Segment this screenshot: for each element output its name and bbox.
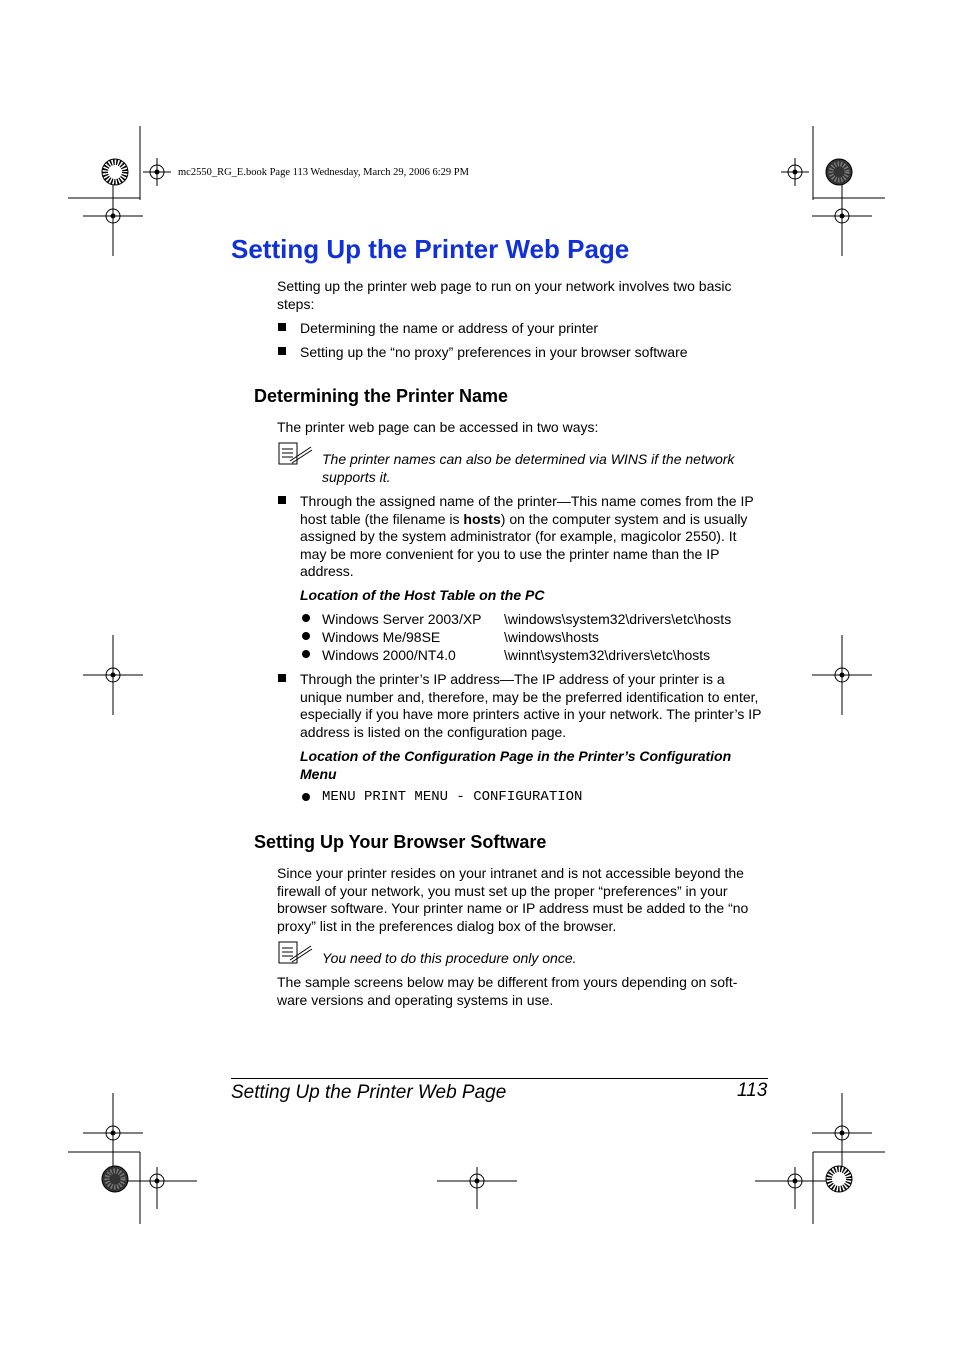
round-bullet-icon bbox=[302, 650, 310, 658]
book-info-line: mc2550_RG_E.book Page 113 Wednesday, March 29, 2006 6:29 PM bbox=[178, 167, 469, 178]
host-table-path: \windows\system32\drivers\etc\hosts bbox=[504, 611, 732, 627]
square-bullet-icon bbox=[278, 674, 286, 682]
page-title: Setting Up the Printer Web Page bbox=[231, 234, 630, 264]
bullet-assigned-name: Through the assigned name of the printer—This name comes from the IP host table (the filename is hosts) on the computer system and is usually assigned by the system administrator (for example, magicolor 2550). It may be more convenient for you to use the printer name than the IP address. bbox=[300, 493, 754, 580]
round-bullet-icon bbox=[302, 614, 310, 622]
note-pencil-icon bbox=[278, 941, 314, 965]
square-bullet-icon bbox=[278, 347, 286, 355]
config-page-heading: Location of the Configuration Page in the Printer’s Configuration Menu bbox=[300, 748, 732, 782]
intro-bullet: Determining the name or address of your printer bbox=[300, 320, 599, 336]
section2-text: Since your printer resides on your intranet and is not accessible beyond the firewall of your network, you must set up the proper “preferences” in your browser software. Your printer name or IP address must be added to the “no proxy” list in the preferences dialog box of the browser. bbox=[277, 865, 749, 934]
intro-bullet: Setting up the “no proxy” preferences in your browser software bbox=[300, 344, 688, 360]
section2-text2: The sample screens below may be different from yours depending on soft-ware versions and operating systems in use. bbox=[277, 974, 738, 1008]
square-bullet-icon bbox=[278, 323, 286, 331]
note-once: You need to do this procedure only once. bbox=[322, 950, 577, 966]
footer-divider bbox=[231, 1078, 768, 1079]
note-pencil-icon bbox=[278, 442, 314, 466]
round-bullet-icon bbox=[302, 632, 310, 640]
page-number: 113 bbox=[737, 1080, 768, 1101]
bullet-ip-address: Through the printer’s IP address—The IP address of your printer is a unique number and, therefore, may be the preferred identification to enter, especially if you have more printers active in your network. The printer’s IP address is listed on the configuration page. bbox=[300, 671, 762, 740]
host-table-heading: Location of the Host Table on the PC bbox=[300, 587, 545, 603]
host-table-os: Windows Server 2003/XP bbox=[322, 611, 482, 627]
section1-text: The printer web page can be accessed in two ways: bbox=[277, 419, 599, 435]
config-menu-path: MENU PRINT MENU - CONFIGURATION bbox=[322, 789, 583, 805]
section-heading-browser: Setting Up Your Browser Software bbox=[254, 832, 547, 852]
intro-paragraph: Setting up the printer web page to run on your network involves two basic steps: bbox=[277, 278, 732, 312]
square-bullet-icon bbox=[278, 496, 286, 504]
host-table-os: Windows Me/98SE bbox=[322, 629, 441, 645]
note-wins: The printer names can also be determined via WINS if the network supports it. bbox=[322, 451, 735, 485]
host-table-path: \windows\hosts bbox=[504, 629, 599, 645]
host-table-os: Windows 2000/NT4.0 bbox=[322, 647, 456, 663]
footer-title: Setting Up the Printer Web Page bbox=[231, 1082, 507, 1103]
hosts-filename: hosts bbox=[463, 510, 501, 527]
section-heading-printer-name: Determining the Printer Name bbox=[254, 386, 509, 406]
round-bullet-icon bbox=[302, 793, 310, 801]
host-table-path: \winnt\system32\drivers\etc\hosts bbox=[504, 647, 711, 663]
